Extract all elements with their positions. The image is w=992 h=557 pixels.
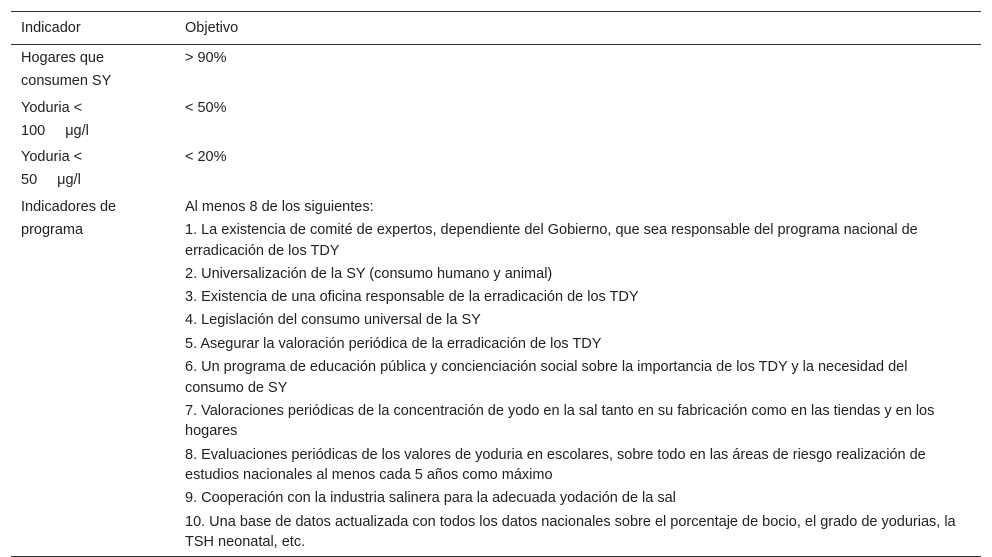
table-row [11,147,981,197]
objective-cell [175,45,981,98]
indicator-text: Yoduria < [21,99,83,116]
objective-list-item: 5. Asegurar la valoración periódica de la erradicación de los TDY [185,335,602,352]
objective-text: > 90% [185,50,227,66]
indicator-text: Hogares que [21,50,105,66]
objective-list-item: 10. Una base de datos actualizada con todos los datos nacionales sobre el porcentaje de bocio, el grado de yodurias, la TSH neonatal, etc. [185,513,956,551]
table-row [11,197,981,556]
indicator-cell [11,45,175,98]
header-objective: Objetivo [185,20,239,36]
table-row [11,45,981,98]
indicator-text: Yoduria < [21,149,83,166]
objective-list-item: 7. Valoraciones periódicas de la concentración de yodo en la sal tanto en su fabricación como en las tiendas y en los hogares [185,402,935,440]
objective-text: < 20% [185,149,227,166]
objective-cell [175,98,981,148]
objective-intro: Al menos 8 de los siguientes: [185,198,374,215]
objective-text: < 50% [185,99,227,116]
indicator-value [21,121,175,142]
objective-cell [175,147,981,197]
indicator-cell [11,197,175,556]
indicator-text: Indicadores de [21,198,117,215]
header-indicator: Indicador [21,20,81,36]
indicators-table [11,11,981,557]
objective-list-item: 3. Existencia de una oficina responsable de la erradicación de los TDY [185,289,639,306]
table-row [11,98,981,148]
indicator-cell [11,98,175,148]
objective-list-item: 8. Evaluaciones periódicas de los valores de yoduria en escolares, sobre todo en las áreas de riesgo realización de estudios nacionales al menos cada 5 años como máximo [185,446,926,484]
indicator-text: consumen SY [21,73,112,90]
indicator-number: 50 [21,172,38,189]
indicator-number: 100 [21,122,46,139]
indicators-table-container [11,11,981,557]
objective-list-item: 9. Cooperación con la industria salinera para la adecuada yodación de la sal [185,490,676,507]
objective-cell [175,197,981,556]
indicator-unit: μg/l [65,122,89,139]
objective-list-item: 4. Legislación del consumo universal de la SY [185,312,481,329]
objective-list-item: 6. Un programa de educación pública y concienciación social sobre la importancia de los TDY y la necesidad del consumo de SY [185,359,908,396]
objective-list-item: 1. La existencia de comité de expertos, dependiente del Gobierno, que sea responsable del programa nacional de erradicación de los TDY [185,222,918,259]
indicator-unit: μg/l [57,172,81,189]
objective-list-item: 2. Universalización de la SY (consumo humano y animal) [185,265,553,282]
table-header-row [11,12,981,45]
indicator-text: programa [21,222,84,239]
indicator-cell [11,147,175,197]
indicator-value [21,170,175,191]
